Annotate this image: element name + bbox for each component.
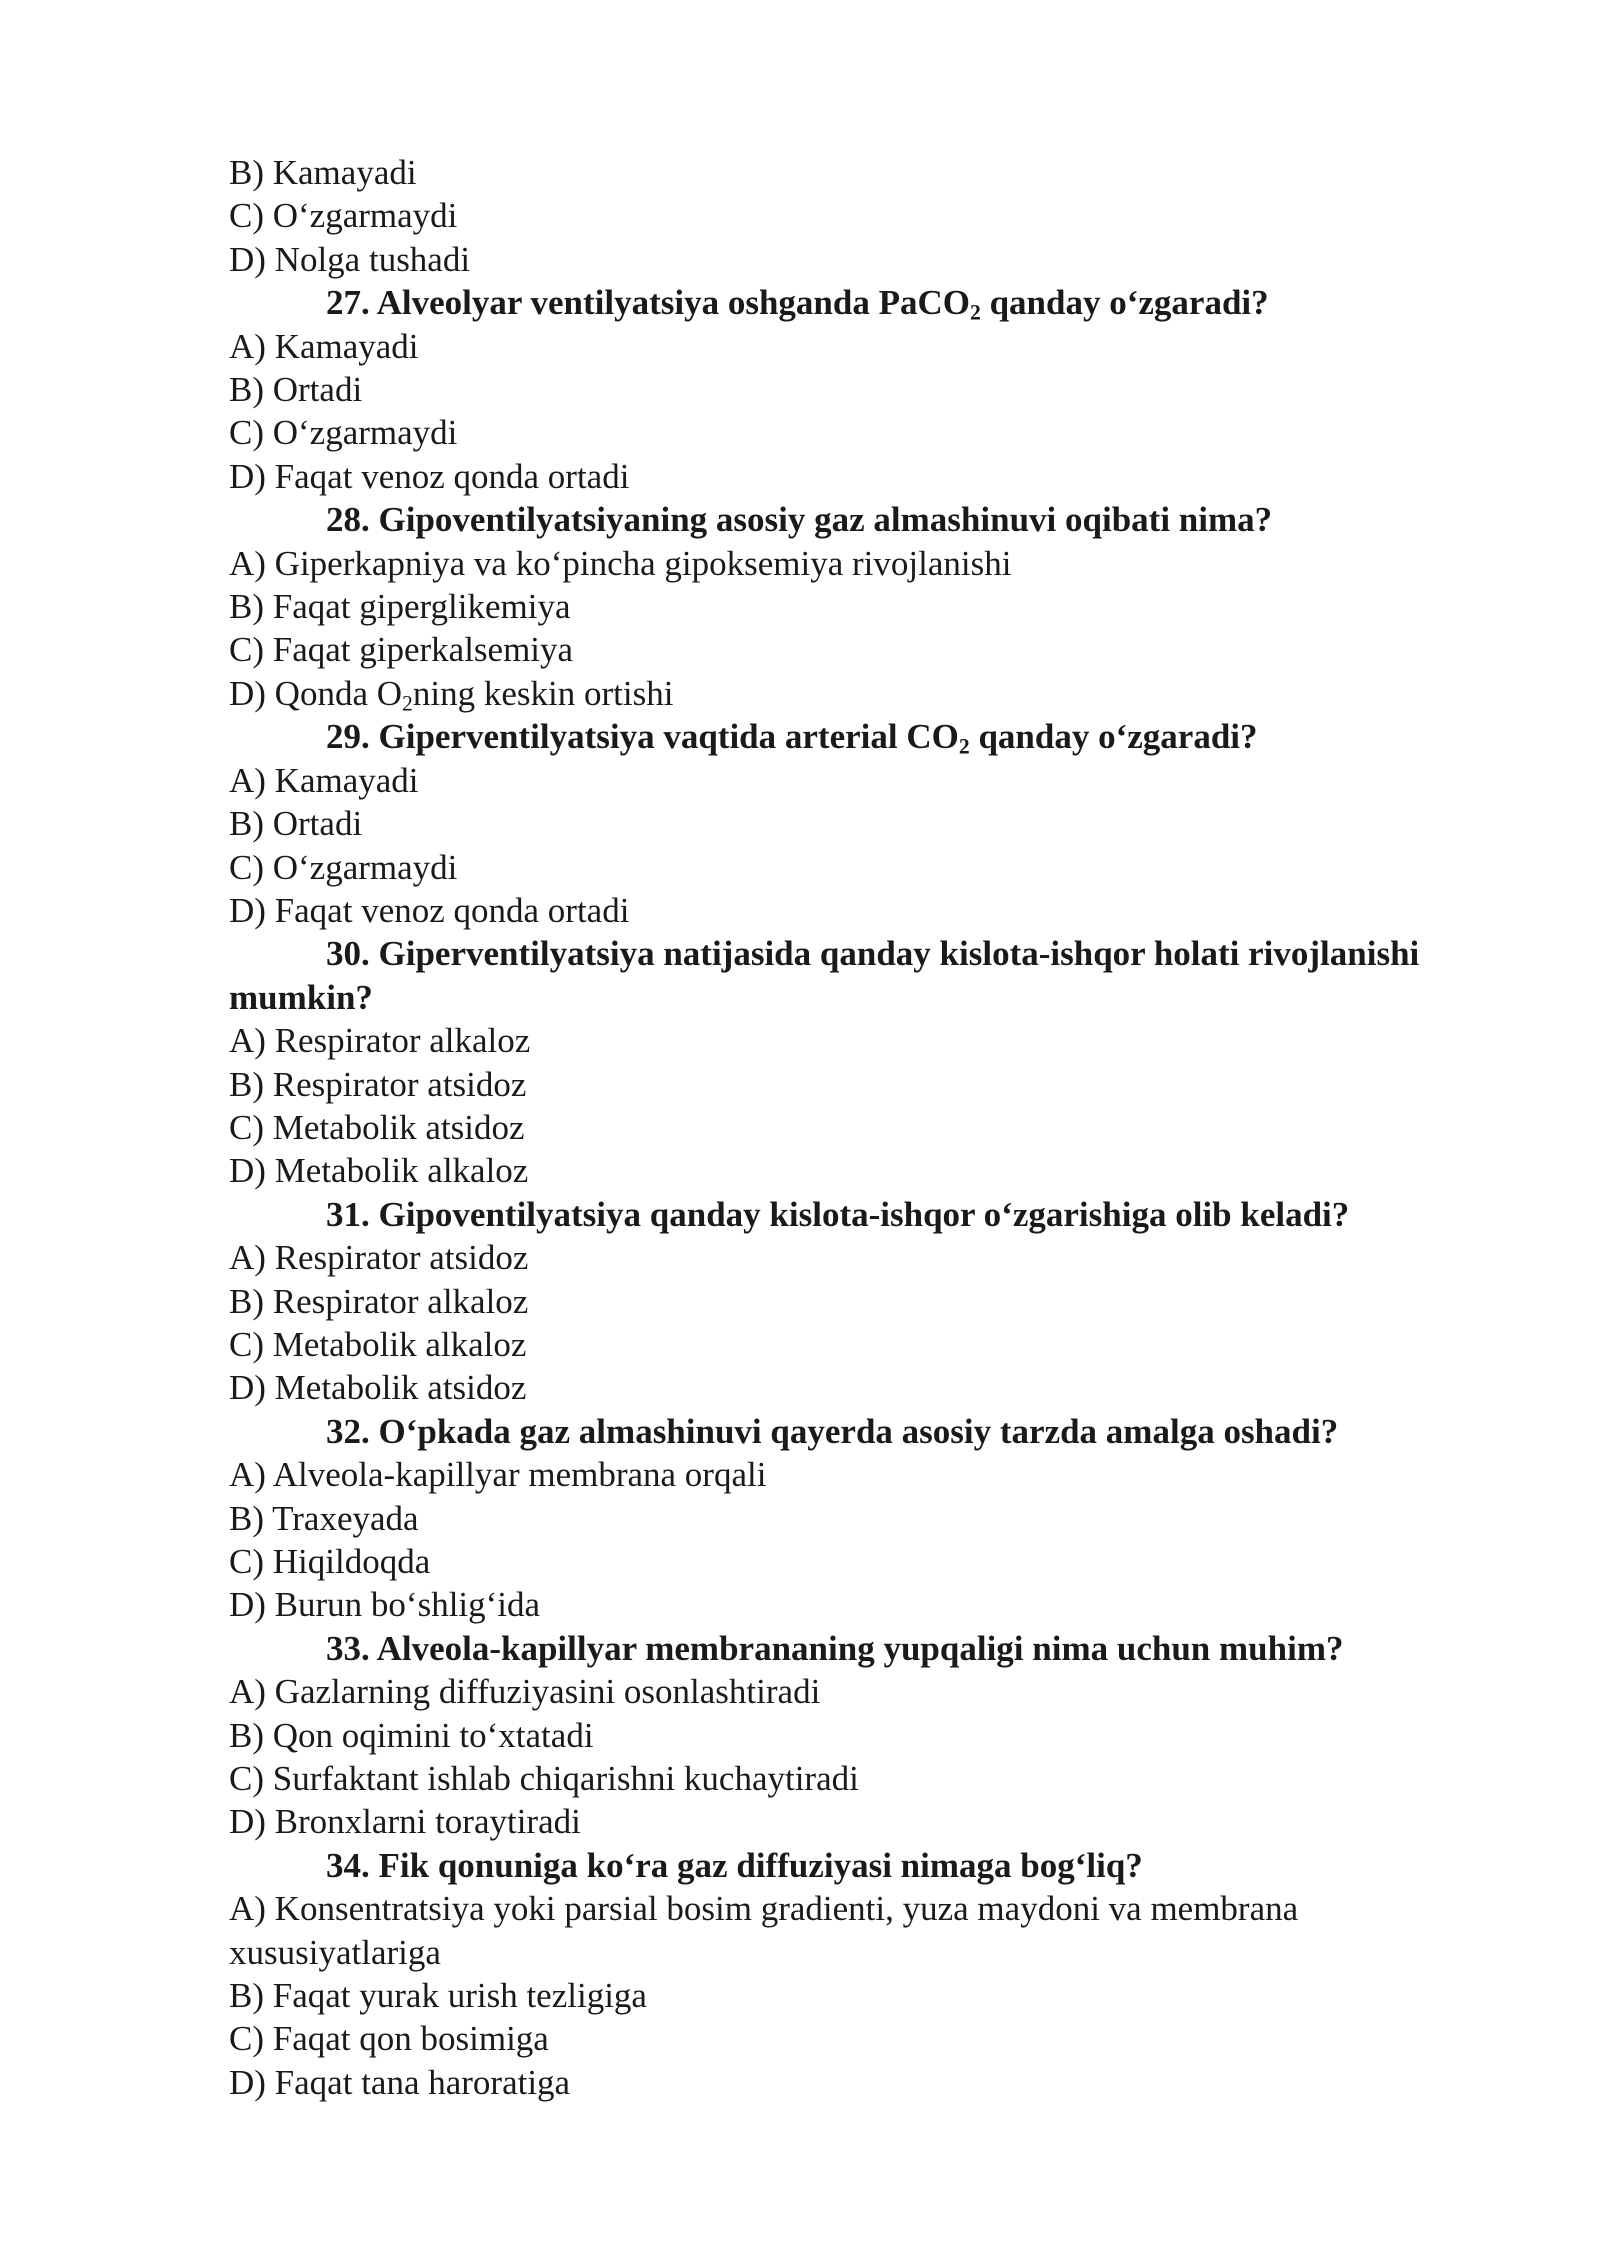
answer-option: B) Qon oqimini to‘xtatadi	[229, 1715, 594, 1755]
answer-option: C) O‘zgarmaydi	[229, 196, 458, 236]
answer-option: C) Metabolik atsidoz	[229, 1107, 525, 1147]
answer-option: B) Respirator alkaloz	[229, 1281, 529, 1321]
answer-option: D) Faqat tana haroratiga	[229, 2062, 571, 2102]
answer-option: B) Traxeyada	[229, 1498, 419, 1538]
answer-option: B) Respirator atsidoz	[229, 1064, 527, 1104]
answer-option: B) Faqat giperglikemiya	[229, 587, 571, 627]
answer-option: D) Faqat venoz qonda ortadi	[229, 890, 630, 930]
answer-option: C) O‘zgarmaydi	[229, 413, 458, 453]
answer-option: C) Faqat qon bosimiga	[229, 2019, 549, 2059]
text-segment: 28. Gipoventilyatsiyaning asosiy gaz almashinuvi oqibati nima?	[326, 500, 1273, 540]
question-text	[229, 281, 1429, 324]
answer-option: A) Respirator alkaloz	[229, 1021, 531, 1061]
question-text: 30. Giperventilyatsiya natijasida qanday kislota-ishqor holati rivojlanishi mumkin?	[229, 934, 1420, 1017]
answer-option: A) Kamayadi	[229, 760, 419, 800]
text-segment: 33. Alveola-kapillyar membrananing yupqaligi nima uchun muhim?	[326, 1628, 1344, 1668]
answer-option: D) Bronxlarni toraytiradi	[229, 1802, 581, 1842]
question-text	[229, 1193, 1429, 1236]
answer-option: D) Metabolik atsidoz	[229, 1368, 527, 1408]
question-text	[229, 1627, 1429, 1670]
answer-option: C) Faqat giperkalsemiya	[229, 630, 574, 670]
text-segment: D) Qonda O	[229, 673, 403, 713]
answer-option: C) O‘zgarmaydi	[229, 847, 458, 887]
answer-option: A) Respirator atsidoz	[229, 1238, 529, 1278]
answer-option	[229, 672, 1429, 715]
answer-option: B) Kamayadi	[229, 153, 417, 192]
text-segment: 32. O‘pkada gaz almashinuvi qayerda asosiy tarzda amalga oshadi?	[326, 1411, 1339, 1451]
answer-option: A) Gazlarning diffuziyasini osonlashtiradi	[229, 1672, 821, 1712]
question-text	[229, 1844, 1429, 1887]
answer-option: D) Burun bo‘shlig‘ida	[229, 1585, 541, 1625]
answer-option: A) Giperkapniya va ko‘pincha gipoksemiya rivojlanishi	[229, 543, 1012, 583]
question-text	[229, 498, 1429, 541]
answer-option: A) Kamayadi	[229, 326, 419, 366]
answer-option: D) Metabolik alkaloz	[229, 1151, 529, 1191]
subscript: 2	[402, 691, 413, 716]
answer-option: B) Ortadi	[229, 804, 363, 844]
subscript: 2	[969, 300, 981, 325]
text-segment: 34. Fik qonuniga ko‘ra gaz diffuziyasi nimaga bog‘liq?	[326, 1845, 1143, 1885]
text-segment: 31. Gipoventilyatsiya qanday kislota-ishqor o‘zgarishiga olib keladi?	[326, 1194, 1350, 1234]
answer-option: D) Faqat venoz qonda ortadi	[229, 456, 630, 496]
answer-option: B) Faqat yurak urish tezligiga	[229, 1976, 647, 2016]
answer-option: C) Hiqildoqda	[229, 1542, 431, 1581]
question-text	[229, 1410, 1429, 1453]
answer-option: C) Metabolik alkaloz	[229, 1324, 527, 1364]
text-segment: 29. Giperventilyatsiya vaqtida arterial CO	[326, 717, 959, 757]
subscript: 2	[958, 734, 970, 759]
answer-option: A) Alveola-kapillyar membrana orqali	[229, 1455, 767, 1495]
answer-option: B) Ortadi	[229, 370, 363, 410]
text-segment: ning keskin ortishi	[412, 673, 674, 713]
answer-option: A) Konsentratsiya yoki parsial bosim gradienti, yuza maydoni va membrana xususiyatlariga	[229, 1889, 1299, 1972]
answer-option: D) Nolga tushadi	[229, 239, 471, 279]
answer-option: C) Surfaktant ishlab chiqarishni kuchaytiradi	[229, 1759, 859, 1799]
question-text	[229, 715, 1429, 758]
text-segment: qanday o‘zgaradi?	[980, 283, 1269, 323]
text-segment: 27. Alveolyar ventilyatsiya oshganda PaCO	[326, 283, 970, 323]
quiz-content	[229, 151, 1429, 2104]
text-segment: qanday o‘zgaradi?	[969, 717, 1258, 757]
